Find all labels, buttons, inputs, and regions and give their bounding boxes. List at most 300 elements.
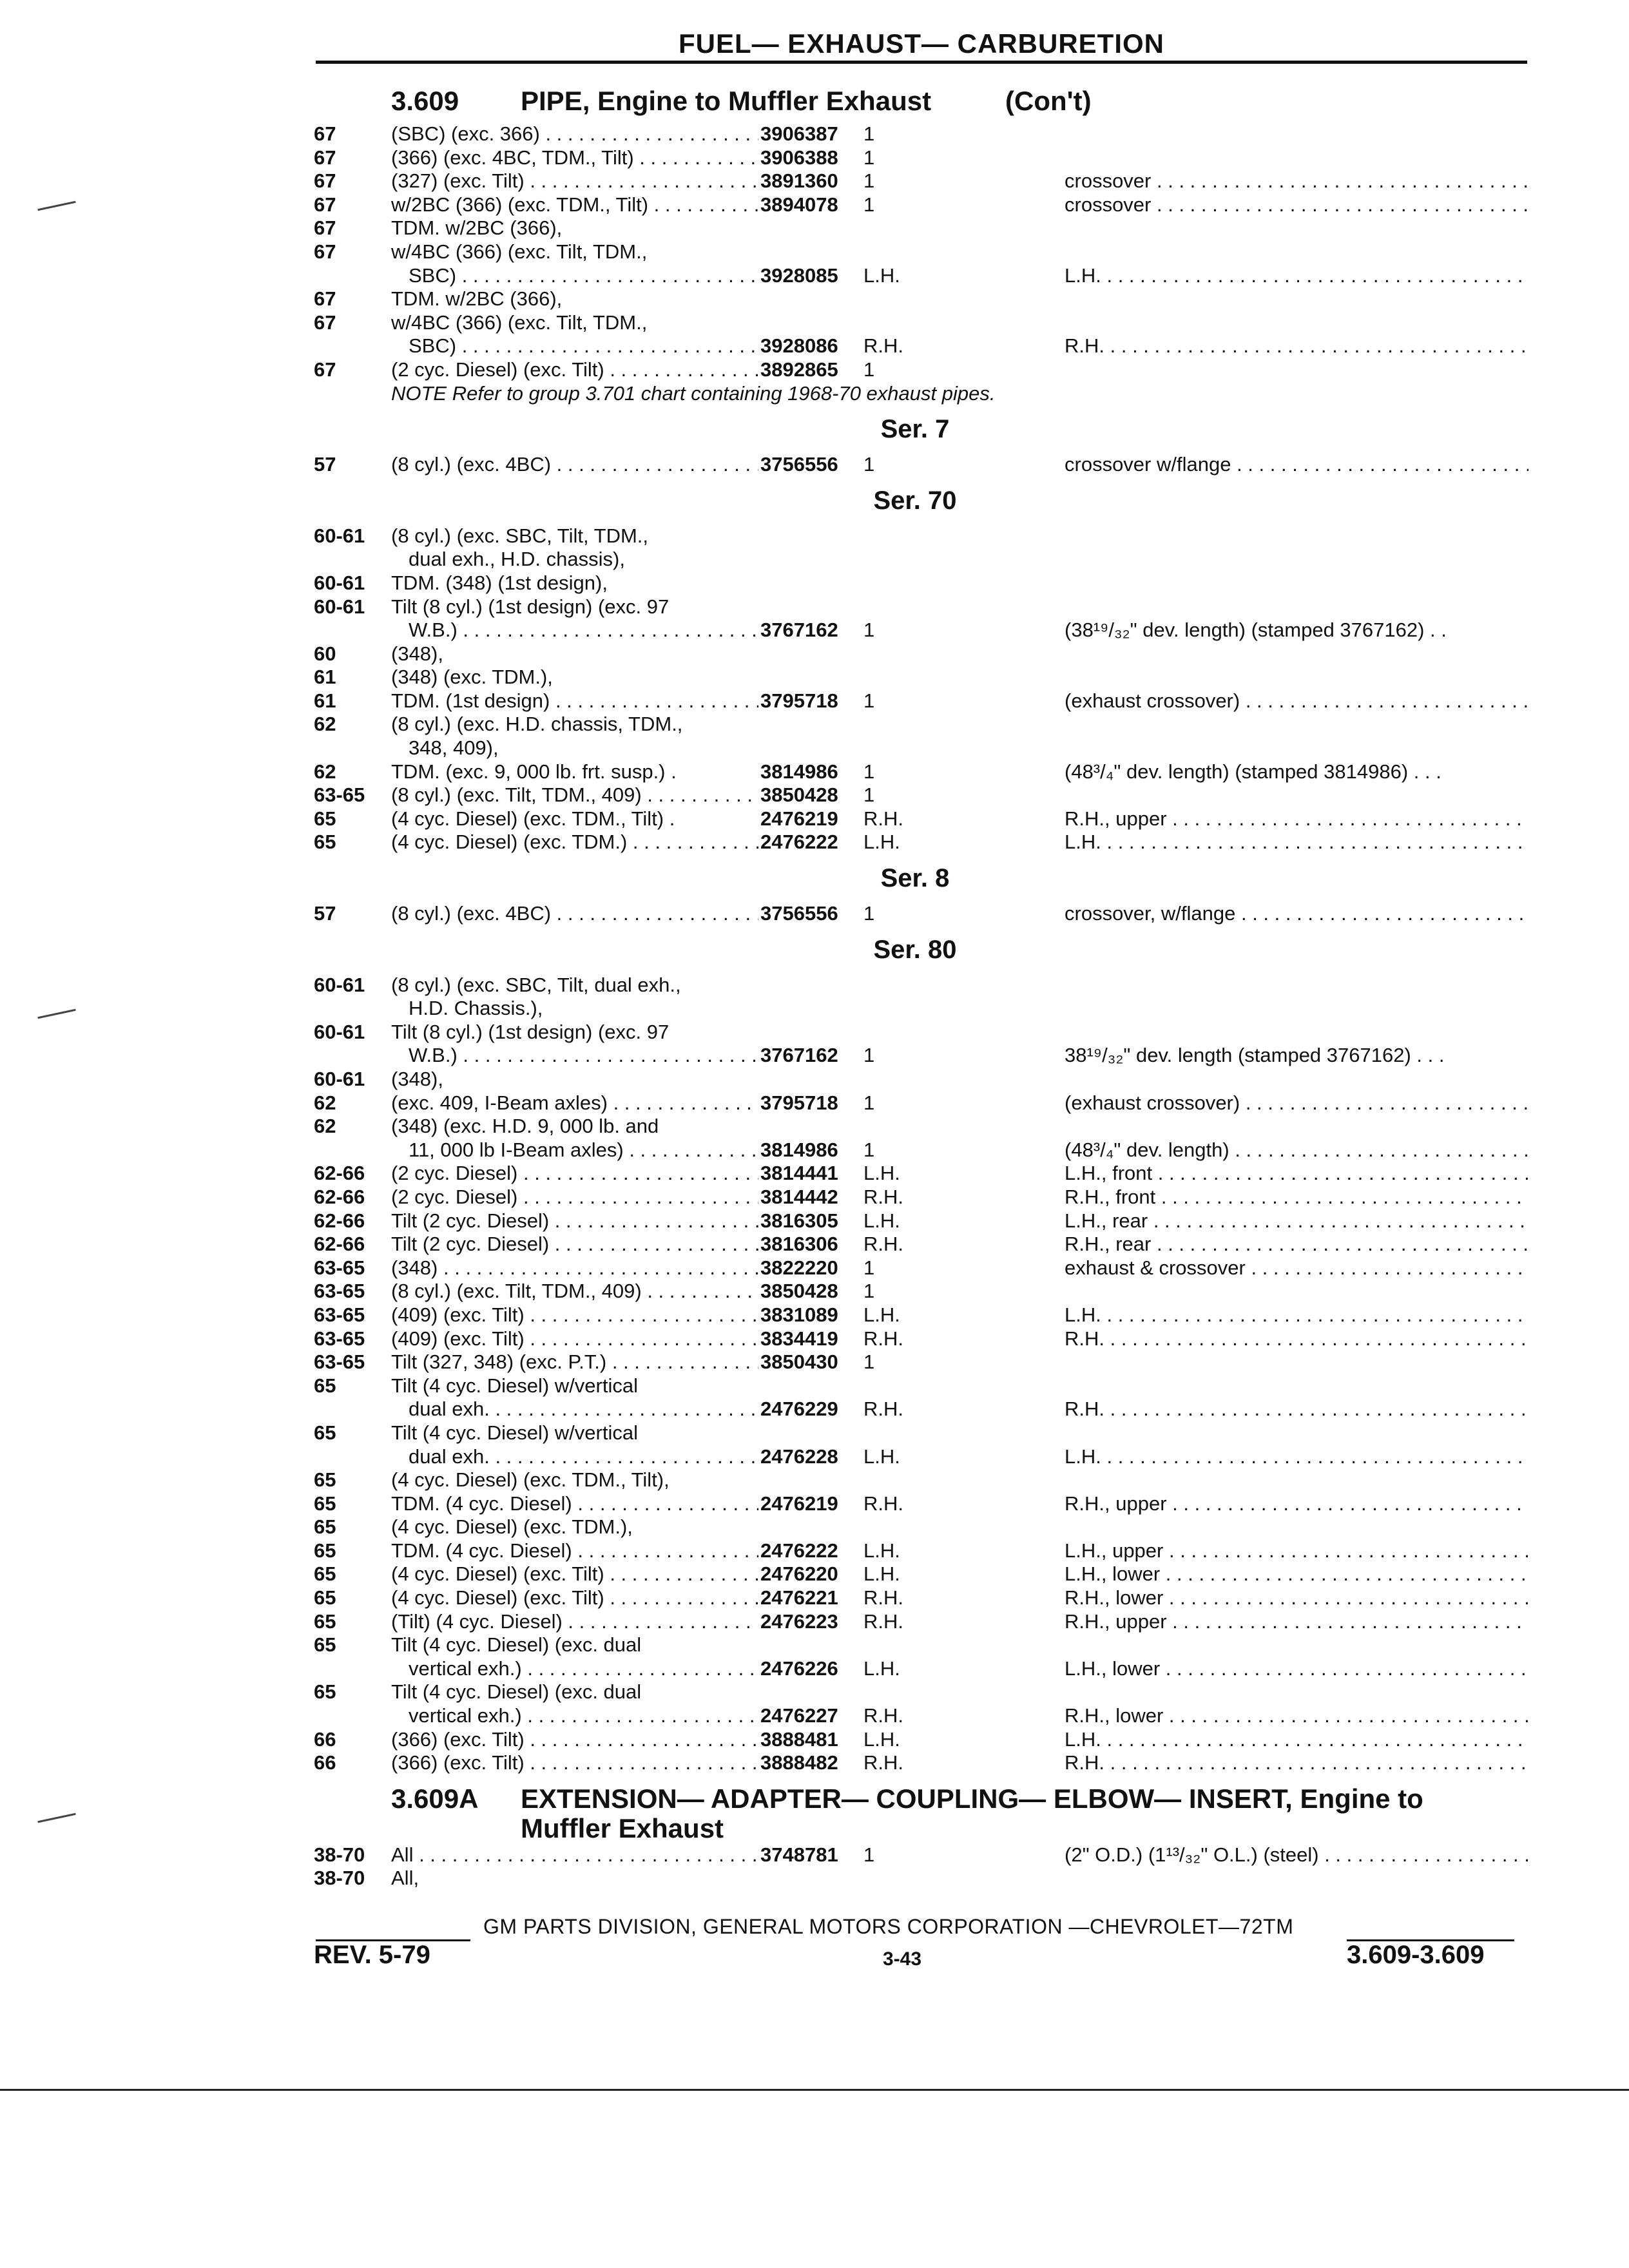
table-row	[0, 642, 1629, 666]
part-number: 3814441	[760, 1162, 838, 1185]
description: TDM. w/2BC (366),	[391, 216, 563, 240]
remarks: crossover . . .	[1065, 169, 1528, 193]
part-number: 3756556	[760, 902, 838, 925]
table-row	[0, 311, 1629, 335]
quantity: 1	[863, 1044, 875, 1067]
model-year: 67	[314, 240, 336, 263]
table-row	[0, 572, 1629, 595]
part-number: 3891360	[760, 169, 838, 193]
part-number: 3795718	[760, 1091, 838, 1114]
quantity: L.H.	[863, 1162, 900, 1185]
quantity: L.H.	[863, 1539, 900, 1562]
footer-publisher: GM PARTS DIVISION, GENERAL MOTORS CORPORATION —CHEVROLET—72TM	[483, 1915, 1294, 1938]
table-row	[0, 1492, 1629, 1516]
model-year: 66	[314, 1727, 336, 1751]
remarks: R.H., upper . . .	[1065, 1492, 1528, 1516]
table-row	[0, 1068, 1629, 1091]
table-row	[0, 524, 1629, 548]
description: (348) (exc. TDM.),	[391, 666, 553, 689]
description: W.B.) . . .	[409, 1044, 758, 1068]
model-year: 65	[314, 1515, 336, 1539]
model-year: 62-66	[314, 1185, 365, 1208]
table-row	[0, 1539, 1629, 1563]
description: TDM. (4 cyc. Diesel) . . .	[391, 1492, 758, 1516]
part-number: 3850430	[760, 1350, 838, 1374]
table-row	[0, 216, 1629, 240]
model-year: 67	[314, 216, 336, 240]
remarks: R.H., rear . . .	[1065, 1233, 1528, 1256]
quantity: 1	[863, 1280, 875, 1303]
description: dual exh. . . .	[409, 1445, 758, 1469]
model-year: 60-61	[314, 1068, 365, 1090]
description: (exc. 409, I-Beam axles) . . .	[391, 1091, 758, 1115]
remarks: crossover w/flange . . .	[1065, 453, 1528, 477]
description: dual exh. . . .	[409, 1398, 758, 1421]
table-row	[0, 1115, 1629, 1139]
table-row	[0, 1350, 1629, 1374]
description: H.D. Chassis.),	[409, 997, 543, 1020]
series-label: Ser. 80	[873, 935, 957, 964]
quantity: 1	[863, 619, 875, 642]
description: (8 cyl.) (exc. H.D. chassis, TDM.,	[391, 713, 683, 736]
description: SBC) . . .	[409, 264, 758, 288]
quantity: 1	[863, 169, 875, 193]
table-row	[0, 1562, 1629, 1586]
description: TDM. (exc. 9, 000 lb. frt. susp.) .	[391, 760, 677, 783]
description: Tilt (4 cyc. Diesel) w/vertical	[391, 1421, 638, 1444]
part-number: 3756556	[760, 453, 838, 476]
part-number: 3892865	[760, 358, 838, 381]
table-row	[0, 1280, 1629, 1303]
table-row	[0, 264, 1629, 288]
remarks: R.H. . . .	[1065, 1751, 1528, 1775]
quantity: 1	[863, 760, 875, 783]
table-row	[0, 974, 1629, 997]
model-year: 61	[314, 666, 336, 689]
remarks: L.H., lower . . .	[1065, 1657, 1528, 1681]
model-year: 65	[314, 1374, 336, 1397]
model-year: 62	[314, 1115, 336, 1138]
model-year: 67	[314, 287, 336, 311]
description: SBC) . . .	[409, 334, 758, 358]
description: (2 cyc. Diesel) . . .	[391, 1162, 758, 1186]
table-row	[0, 997, 1629, 1021]
model-year: 62-66	[314, 1233, 365, 1256]
model-year: 65	[314, 1468, 336, 1492]
remarks: R.H., upper . . .	[1065, 1610, 1528, 1634]
remarks: R.H., front . . .	[1065, 1186, 1528, 1209]
quantity: L.H.	[863, 1727, 900, 1751]
quantity: 1	[863, 1091, 875, 1114]
model-year: 63-65	[314, 1303, 365, 1326]
table-row	[0, 1162, 1629, 1186]
table-row	[0, 1044, 1629, 1068]
table-row	[0, 902, 1629, 926]
series-heading	[0, 854, 1629, 902]
quantity: 1	[863, 146, 875, 169]
quantity: 1	[863, 1138, 875, 1161]
part-number: 2476219	[760, 1492, 838, 1515]
model-year: 57	[314, 453, 336, 476]
table-row	[0, 1209, 1629, 1233]
series-label: Ser. 70	[873, 486, 957, 515]
table-row	[0, 1421, 1629, 1445]
table-row	[0, 760, 1629, 784]
model-year: 67	[314, 146, 336, 169]
model-year: 38-70	[314, 1843, 365, 1866]
description: w/4BC (366) (exc. Tilt, TDM.,	[391, 311, 648, 334]
part-number: 3748781	[760, 1843, 838, 1866]
quantity: 1	[863, 902, 875, 925]
part-number: 2476222	[760, 831, 838, 854]
note-text: NOTE Refer to group 3.701 chart containing 1968-70 exhaust pipes.	[391, 381, 996, 405]
model-year: 60-61	[314, 524, 365, 547]
quantity: 1	[863, 453, 875, 476]
description: (8 cyl.) (exc. 4BC) . . .	[391, 902, 758, 926]
model-year: 60-61	[314, 571, 365, 594]
part-number: 3814986	[760, 1138, 838, 1161]
table-row	[0, 619, 1629, 642]
scan-bottom-rule	[0, 2089, 1629, 2091]
model-year: 57	[314, 902, 336, 925]
description: All . . .	[391, 1843, 758, 1867]
description: w/2BC (366) (exc. TDM., Tilt) . . .	[391, 193, 758, 217]
part-number: 2476228	[760, 1445, 838, 1468]
part-number: 3795718	[760, 689, 838, 712]
description: Tilt (8 cyl.) (1st design) (exc. 97	[391, 1020, 670, 1043]
model-year: 65	[314, 1680, 336, 1704]
description: (8 cyl.) (exc. Tilt, TDM., 409) . . .	[391, 783, 758, 807]
table-row	[0, 287, 1629, 311]
remarks: 38¹⁹/₃₂" dev. length (stamped 3767162) . . .	[1065, 1044, 1445, 1067]
model-year: 65	[314, 1539, 336, 1562]
remarks: exhaust & crossover . . .	[1065, 1256, 1528, 1280]
table-row	[0, 1586, 1629, 1610]
remarks: R.H., lower . . .	[1065, 1704, 1528, 1728]
description: (4 cyc. Diesel) (exc. TDM.),	[391, 1515, 633, 1539]
model-year: 66	[314, 1751, 336, 1774]
description: (409) (exc. Tilt) . . .	[391, 1303, 758, 1327]
series-label: Ser. 8	[880, 864, 950, 893]
model-year: 63-65	[314, 1280, 365, 1303]
remarks: R.H. . . .	[1065, 334, 1528, 358]
table-row	[0, 666, 1629, 689]
note-row	[0, 382, 1629, 406]
table-row	[0, 713, 1629, 736]
description: (4 cyc. Diesel) (exc. TDM., Tilt) .	[391, 807, 675, 830]
table-row	[0, 1657, 1629, 1681]
table-row	[0, 736, 1629, 760]
table-row	[0, 1633, 1629, 1657]
table-row	[0, 1021, 1629, 1044]
part-number: 3906387	[760, 122, 838, 145]
table-row	[0, 595, 1629, 619]
remarks: (38¹⁹/₃₂" dev. length) (stamped 3767162) . .	[1065, 619, 1447, 642]
description: (366) (exc. Tilt) . . .	[391, 1728, 758, 1752]
description: (8 cyl.) (exc. 4BC) . . .	[391, 453, 758, 477]
section-heading-continued	[0, 1814, 1629, 1843]
model-year: 67	[314, 122, 336, 145]
description: w/4BC (366) (exc. Tilt, TDM.,	[391, 240, 648, 263]
description: (2 cyc. Diesel) . . .	[391, 1186, 758, 1209]
quantity: L.H.	[863, 264, 900, 287]
remarks: L.H. . . .	[1065, 1445, 1528, 1469]
part-number: 2476226	[760, 1657, 838, 1680]
description: (8 cyl.) (exc. SBC, Tilt, TDM.,	[391, 524, 649, 547]
remarks: L.H., upper . . .	[1065, 1539, 1528, 1563]
model-year: 61	[314, 689, 336, 712]
part-number: 3888481	[760, 1727, 838, 1751]
table-row	[0, 169, 1629, 193]
description: 348, 409),	[409, 736, 499, 760]
table-row	[0, 1186, 1629, 1209]
part-number: 2476229	[760, 1398, 838, 1421]
section-title: Muffler Exhaust	[521, 1812, 724, 1843]
table-row	[0, 1680, 1629, 1704]
header-rule	[316, 61, 1527, 64]
model-year: 67	[314, 358, 336, 381]
description: (8 cyl.) (exc. Tilt, TDM., 409) . . .	[391, 1280, 758, 1303]
description: 11, 000 lb I-Beam axles) . . .	[409, 1139, 758, 1162]
model-year: 62	[314, 1091, 336, 1114]
description: (8 cyl.) (exc. SBC, Tilt, dual exh.,	[391, 973, 681, 996]
quantity: L.H.	[863, 831, 900, 854]
table-row	[0, 1728, 1629, 1752]
section-title: EXTENSION— ADAPTER— COUPLING— ELBOW— INSERT, Engine to	[521, 1783, 1423, 1814]
part-number: 3906388	[760, 146, 838, 169]
part-number: 2476227	[760, 1704, 838, 1727]
table-row	[0, 783, 1629, 807]
table-row	[0, 807, 1629, 831]
remarks: R.H., upper . . .	[1065, 807, 1528, 831]
part-number: 3831089	[760, 1303, 838, 1326]
table-row	[0, 689, 1629, 713]
quantity: L.H.	[863, 1562, 900, 1586]
description: Tilt (2 cyc. Diesel) . . .	[391, 1209, 758, 1233]
part-number: 3850428	[760, 1280, 838, 1303]
model-year: 65	[314, 831, 336, 854]
quantity: R.H.	[863, 1492, 903, 1515]
quantity: L.H.	[863, 1657, 900, 1680]
table-row	[0, 1327, 1629, 1351]
quantity: L.H.	[863, 1303, 900, 1326]
remarks: (48³/₄" dev. length) (stamped 3814986) . . .	[1065, 760, 1441, 783]
remarks: L.H., front . . .	[1065, 1162, 1528, 1186]
series-heading	[0, 926, 1629, 974]
description: TDM. (1st design) . . .	[391, 689, 758, 713]
parts-listing	[0, 80, 1629, 1890]
model-year: 60-61	[314, 595, 365, 618]
table-row	[0, 1139, 1629, 1162]
revision-label: REV. 5-79	[314, 1941, 430, 1969]
description: Tilt (8 cyl.) (1st design) (exc. 97	[391, 595, 670, 618]
table-row	[0, 1398, 1629, 1421]
remarks: (48³/₄" dev. length) . . .	[1065, 1139, 1528, 1162]
remarks: L.H. . . .	[1065, 1728, 1528, 1752]
quantity: R.H.	[863, 1751, 903, 1774]
quantity: 1	[863, 122, 875, 145]
model-year: 62	[314, 713, 336, 736]
part-number: 3894078	[760, 193, 838, 216]
series-label: Ser. 7	[880, 415, 950, 444]
table-row	[0, 1704, 1629, 1728]
description: TDM. (348) (1st design),	[391, 571, 608, 594]
description: (409) (exc. Tilt) . . .	[391, 1327, 758, 1351]
model-year: 62-66	[314, 1209, 365, 1232]
section-heading	[0, 1784, 1629, 1814]
description: (4 cyc. Diesel) (exc. Tilt) . . .	[391, 1562, 758, 1586]
table-row	[0, 1091, 1629, 1115]
model-year: 65	[314, 1421, 336, 1444]
part-number: 2476220	[760, 1562, 838, 1586]
part-number: 3822220	[760, 1256, 838, 1279]
table-row	[0, 240, 1629, 264]
table-row	[0, 453, 1629, 477]
description: vertical exh.) . . .	[409, 1704, 758, 1728]
model-year: 65	[314, 1562, 336, 1586]
series-heading	[0, 405, 1629, 453]
model-year: 63-65	[314, 1327, 365, 1350]
model-year: 65	[314, 807, 336, 830]
model-year: 62	[314, 760, 336, 783]
model-year: 60	[314, 642, 336, 665]
model-year: 63-65	[314, 1256, 365, 1279]
quantity: 1	[863, 1843, 875, 1866]
table-row	[0, 1751, 1629, 1775]
description: dual exh., H.D. chassis),	[409, 548, 625, 571]
model-year: 63-65	[314, 1350, 365, 1374]
part-number: 3850428	[760, 783, 838, 807]
model-year: 65	[314, 1610, 336, 1633]
table-row	[0, 358, 1629, 382]
model-year: 67	[314, 311, 336, 334]
quantity: R.H.	[863, 1327, 903, 1350]
description: (348),	[391, 1068, 443, 1090]
quantity: R.H.	[863, 807, 903, 830]
model-year: 60-61	[314, 973, 365, 996]
part-number: 3888482	[760, 1751, 838, 1774]
table-row	[0, 334, 1629, 358]
table-row	[0, 1233, 1629, 1256]
remarks: L.H. . . .	[1065, 1303, 1528, 1327]
remarks: (exhaust crossover) . . .	[1065, 1091, 1528, 1115]
section-heading	[0, 80, 1629, 122]
table-row	[0, 193, 1629, 217]
part-number: 3816306	[760, 1233, 838, 1256]
section-range: 3.609-3.609	[1347, 1941, 1485, 1969]
table-row	[0, 548, 1629, 572]
model-year: 65	[314, 1633, 336, 1657]
page-header-title: FUEL— EXHAUST— CARBURETION	[678, 28, 1164, 59]
description: (348),	[391, 642, 443, 665]
description: W.B.) . . .	[409, 619, 758, 642]
table-row	[0, 1610, 1629, 1634]
part-number: 2476223	[760, 1610, 838, 1633]
remarks: R.H., lower . . .	[1065, 1586, 1528, 1610]
remarks: crossover, w/flange . . .	[1065, 902, 1528, 926]
model-year: 67	[314, 193, 336, 216]
description: (348) (exc. H.D. 9, 000 lb. and	[391, 1115, 659, 1138]
table-row	[0, 1303, 1629, 1327]
model-year: 60-61	[314, 1020, 365, 1043]
quantity: L.H.	[863, 1445, 900, 1468]
model-year: 65	[314, 1586, 336, 1610]
remarks: crossover . . .	[1065, 193, 1528, 217]
table-row	[0, 1867, 1629, 1890]
part-number: 3814986	[760, 760, 838, 783]
quantity: R.H.	[863, 1610, 903, 1633]
quantity: R.H.	[863, 334, 903, 358]
table-row	[0, 1256, 1629, 1280]
model-year: 63-65	[314, 783, 365, 807]
part-number: 3834419	[760, 1327, 838, 1350]
table-row	[0, 146, 1629, 170]
description: (4 cyc. Diesel) (exc. TDM., Tilt),	[391, 1468, 670, 1492]
remarks: L.H. . . .	[1065, 831, 1528, 854]
part-number: 2476221	[760, 1586, 838, 1610]
description: (Tilt) (4 cyc. Diesel) . . .	[391, 1610, 758, 1634]
part-number: 3928085	[760, 264, 838, 287]
quantity: 1	[863, 1256, 875, 1279]
description: (4 cyc. Diesel) (exc. Tilt) . . .	[391, 1586, 758, 1610]
remarks: L.H. . . .	[1065, 264, 1528, 288]
model-year: 67	[314, 169, 336, 193]
remarks: (exhaust crossover) . . .	[1065, 689, 1528, 713]
quantity: R.H.	[863, 1233, 903, 1256]
remarks: (2" O.D.) (1¹³/₃₂" O.L.) (steel) . . .	[1065, 1843, 1528, 1867]
remarks: R.H. . . .	[1065, 1398, 1528, 1421]
description: Tilt (2 cyc. Diesel) . . .	[391, 1233, 758, 1256]
description: (348) . . .	[391, 1256, 758, 1280]
model-year: 38-70	[314, 1867, 365, 1890]
description: Tilt (327, 348) (exc. P.T.) . . .	[391, 1350, 758, 1374]
description: Tilt (4 cyc. Diesel) (exc. dual	[391, 1680, 642, 1704]
part-number: 2476219	[760, 807, 838, 830]
quantity: R.H.	[863, 1185, 903, 1208]
table-row	[0, 1374, 1629, 1398]
description: (366) (exc. Tilt) . . .	[391, 1751, 758, 1775]
remarks: L.H., lower . . .	[1065, 1562, 1528, 1586]
table-row	[0, 1468, 1629, 1492]
quantity: R.H.	[863, 1704, 903, 1727]
quantity: 1	[863, 783, 875, 807]
page-number: 3-43	[883, 1948, 922, 1970]
part-number: 3767162	[760, 1044, 838, 1067]
part-number: 3928086	[760, 334, 838, 358]
quantity: 1	[863, 358, 875, 381]
section-number: 3.609	[391, 86, 459, 116]
part-number: 3767162	[760, 619, 838, 642]
quantity: 1	[863, 689, 875, 712]
part-number: 3816305	[760, 1209, 838, 1232]
quantity: 1	[863, 1350, 875, 1374]
model-year: 65	[314, 1492, 336, 1515]
part-number: 2476222	[760, 1539, 838, 1562]
description: vertical exh.) . . .	[409, 1657, 758, 1681]
quantity: R.H.	[863, 1586, 903, 1610]
table-row	[0, 1445, 1629, 1469]
description: (2 cyc. Diesel) (exc. Tilt) . . .	[391, 358, 758, 382]
quantity: 1	[863, 193, 875, 216]
remarks: R.H. . . .	[1065, 1327, 1528, 1351]
description: (366) (exc. 4BC, TDM., Tilt) . . .	[391, 146, 758, 170]
description: Tilt (4 cyc. Diesel) (exc. dual	[391, 1633, 642, 1657]
quantity: R.H.	[863, 1398, 903, 1421]
remarks: L.H., rear . . .	[1065, 1209, 1528, 1233]
description: TDM. (4 cyc. Diesel) . . .	[391, 1539, 758, 1563]
part-number: 3814442	[760, 1185, 838, 1208]
table-row	[0, 831, 1629, 854]
